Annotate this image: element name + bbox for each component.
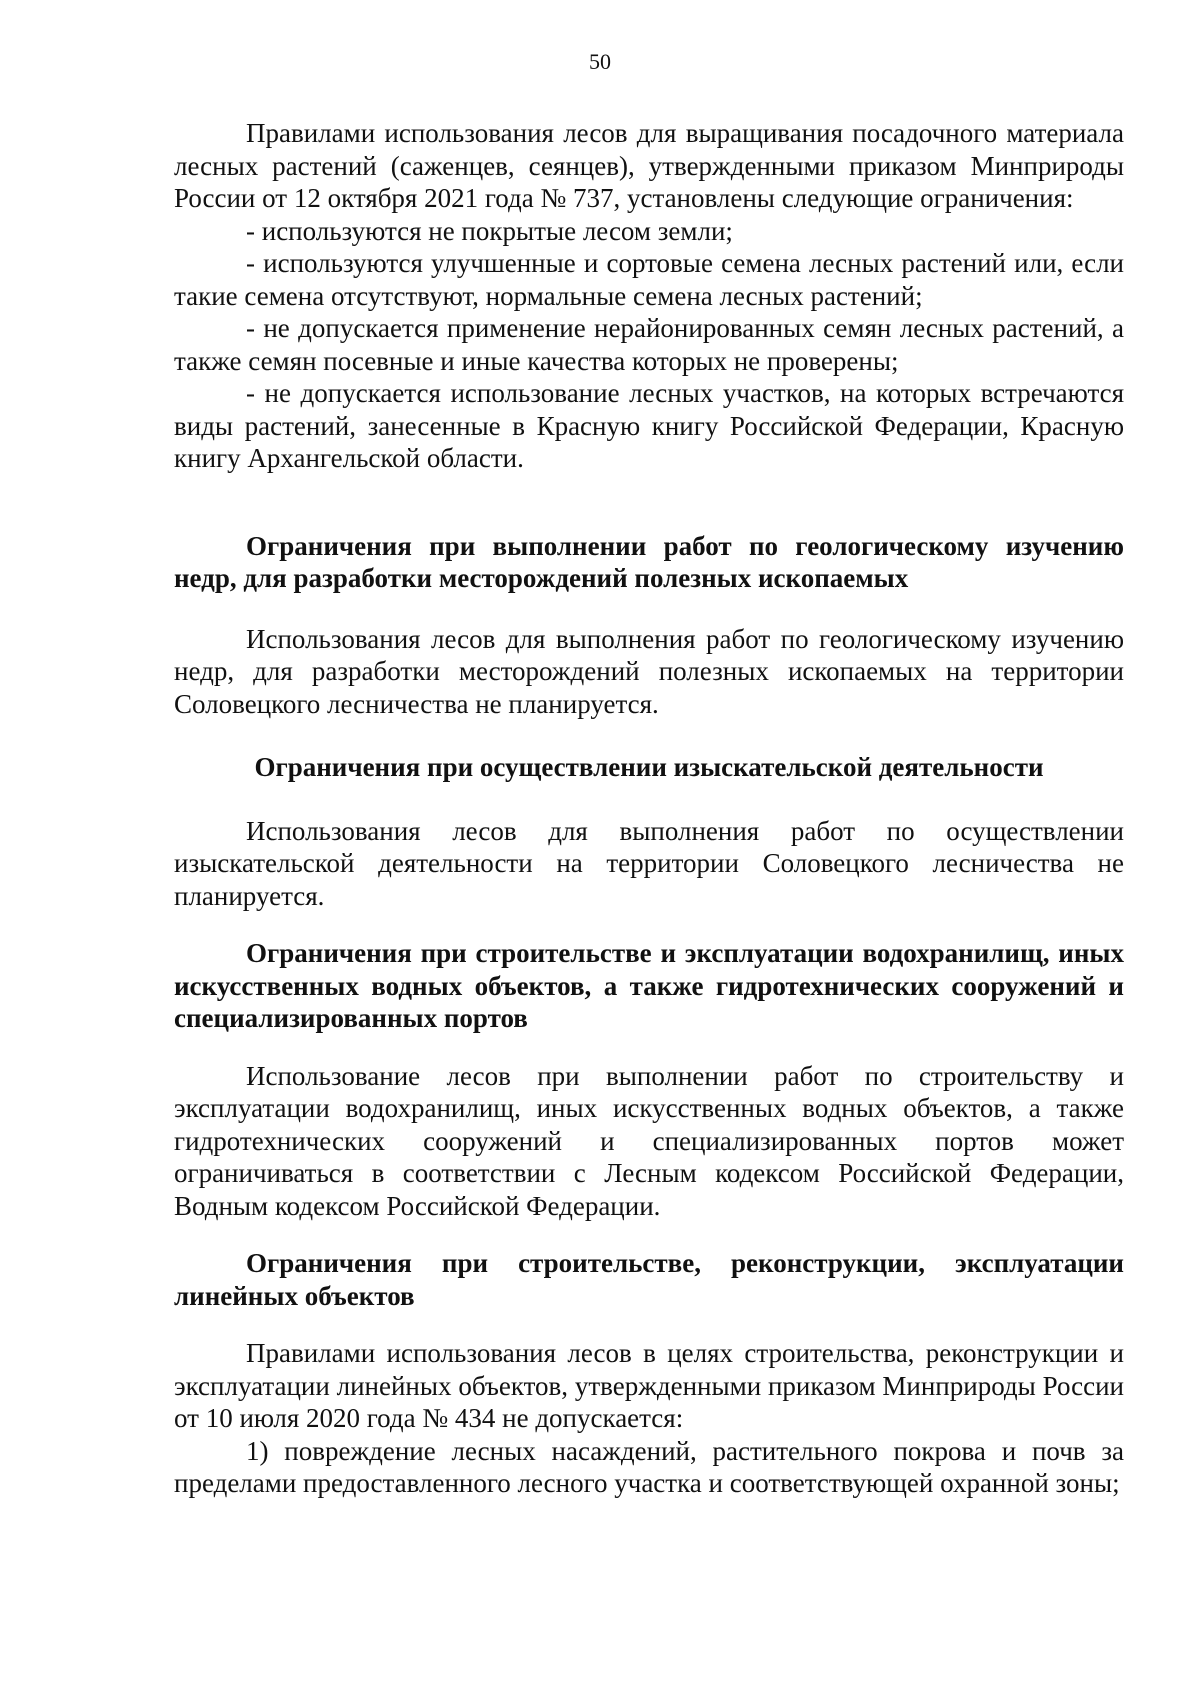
section-text-reservoirs: Использование лесов при выполнении работ по строительству и эксплуатации водохранилищ, иных искусственных водных объектов, а также гидротехнических сооружений и специализированных портов может ограничиваться в соответствии с Лесным кодексом Российской Федерации, Водным кодексом Российской Федерации. xyxy=(174,1060,1124,1221)
restriction-item: - используются не покрытые лесом земли; xyxy=(246,215,733,246)
section-text-geology: Использования лесов для выполнения работ по геологическому изучению недр, для разработки месторождений полезных ископаемых на территории Соловецкого лесничества не планируется. xyxy=(174,623,1124,719)
restriction-item: - не допускается использование лесных участков, на которых встречаются виды растений, занесенные в Красную книгу Российской Федерации, Красную книгу Архангельской области. xyxy=(174,378,1124,473)
page-content xyxy=(174,117,1124,1500)
restriction-item: - не допускается применение нерайонированных семян лесных растений, а также семян посевные и иные качества которых не проверены; xyxy=(174,313,1124,376)
intro-paragraph: Правилами использования лесов для выращивания посадочного материала лесных растений (саженцев, сеянцев), утвержденными приказом Минприроды России от 12 октября 2021 года № 737, установлены следующие ограничения: xyxy=(174,118,1124,213)
section-heading-reservoirs: Ограничения при строительстве и эксплуатации водохранилищ, иных искусственных водных объектов, а также гидротехнических сооружений и специализированных портов xyxy=(174,938,1124,1033)
restriction-item: - используются улучшенные и сортовые семена лесных растений или, если такие семена отсутствуют, нормальные семена лесных растений; xyxy=(174,248,1124,311)
section-text-linear: Правилами использования лесов в целях строительства, реконструкции и эксплуатации линейных объектов, утвержденными приказом Минприроды России от 10 июля 2020 года № 434 не допускается: xyxy=(174,1338,1124,1433)
restriction-item: 1) повреждение лесных насаждений, растительного покрова и почв за пределами предоставленного лесного участка и соответствующей охранной зоны; xyxy=(174,1435,1124,1498)
section-heading-linear: Ограничения при строительстве, реконструкции, эксплуатации линейных объектов xyxy=(174,1248,1124,1311)
section-heading-survey: Ограничения при осуществлении изыскательской деятельности xyxy=(254,752,1044,782)
section-text-survey: Использования лесов для выполнения работ по осуществлении изыскательской деятельности на территории Соловецкого лесничества не планируется. xyxy=(174,815,1124,911)
section-heading-geology: Ограничения при выполнении работ по геологическому изучению недр, для разработки месторождений полезных ископаемых xyxy=(174,530,1124,593)
page-number: 50 xyxy=(589,49,611,74)
